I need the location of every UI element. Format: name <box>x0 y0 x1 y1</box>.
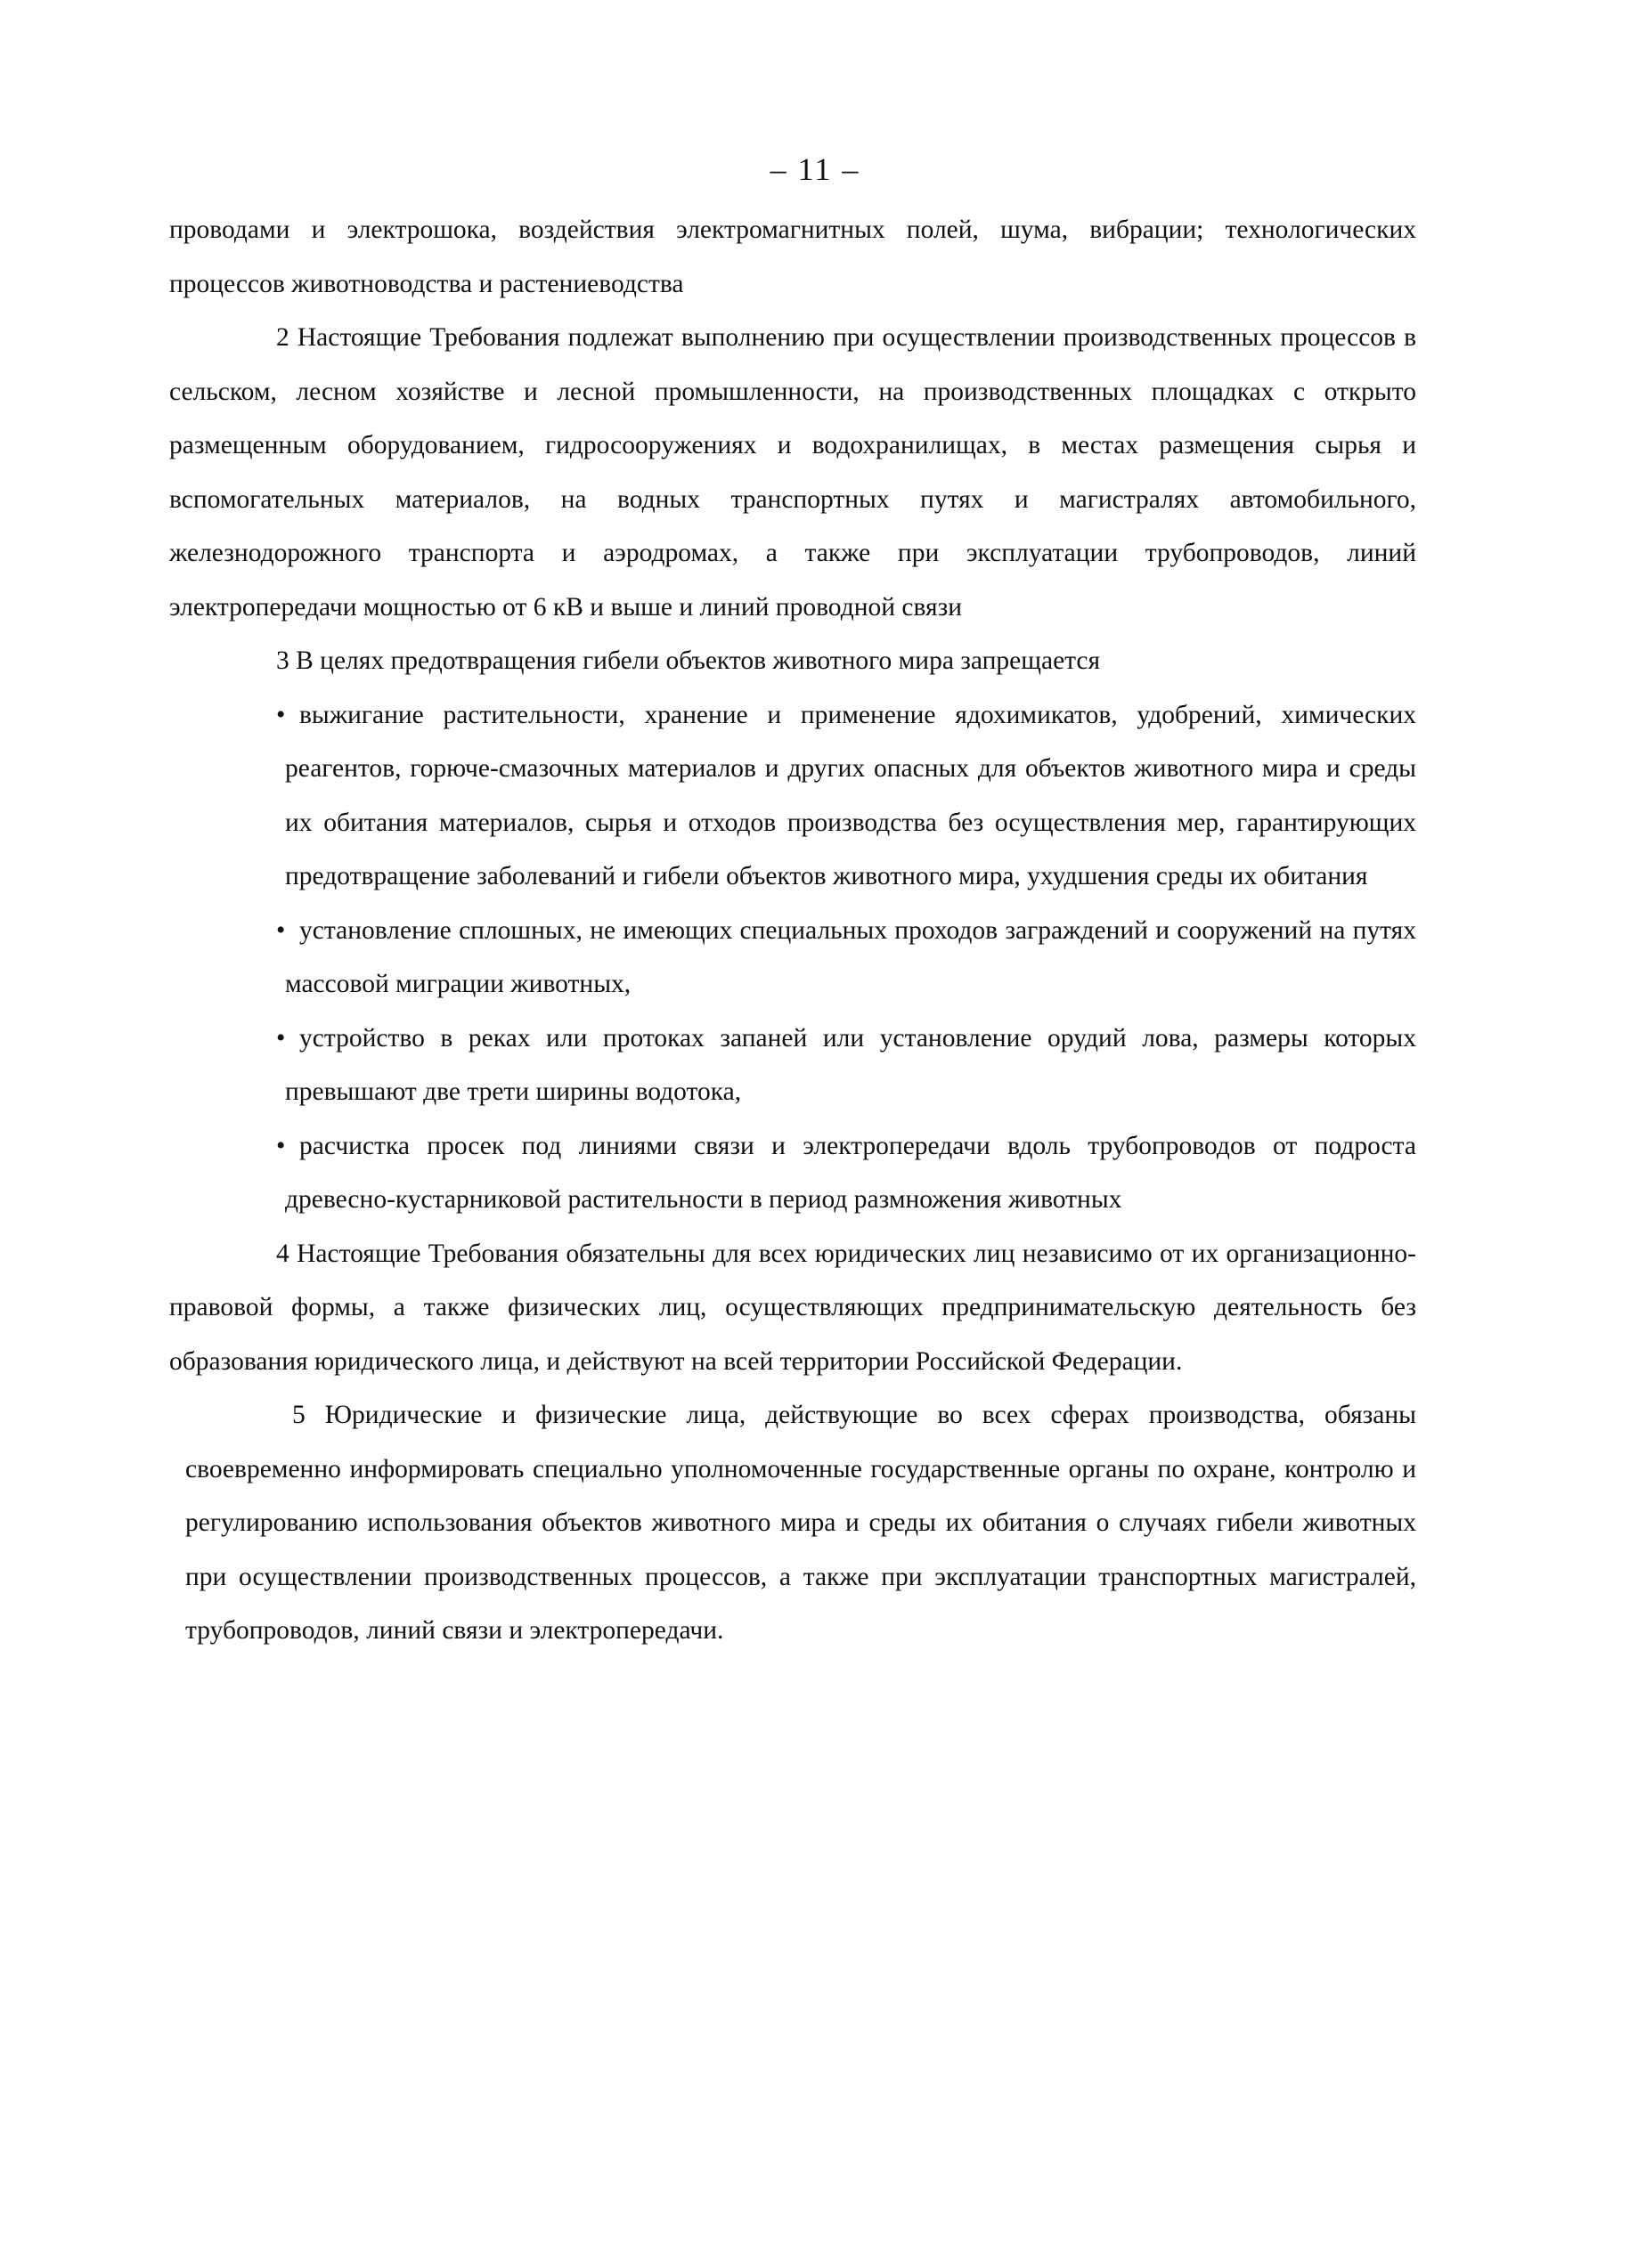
list-item <box>169 1119 1416 1227</box>
bullet-icon: • <box>276 1023 286 1053</box>
paragraph-5: 5 Юридические и физические лица, действующие во всех сферах производства, обязаны своевременно информировать специально уполномоченные государственные органы по охране, контролю и регулированию использования объектов животного мира и среды их обитания о случаях гибели животных при осуществлении производственных процессов, а также при эксплуатации транспортных магистралей, трубопроводов, линий связи и электропередачи. <box>185 1401 1416 1645</box>
document-body <box>169 203 1416 1658</box>
list-item-text: устройство в реках или протоках запаней или установление орудий лова, размеры которых превышают две трети ширины водотока, <box>285 1023 1416 1106</box>
paragraph-4: 4 Настоящие Требования обязательны для всех юридических лиц независимо от их организационно-правовой формы, а также физических лиц, осуществляющих предпринимательскую деятельность без образования юридического лица, и действуют на всей территории Российской Федерации. <box>169 1239 1416 1376</box>
list-item-text: расчистка просек под линиями связи и электропередачи вдоль трубопроводов от подроста древесно-кустарниковой растительности в период размножения животных <box>285 1131 1416 1214</box>
paragraph-3: 3 В целях предотвращения гибели объектов животного мира запрещается <box>276 646 1101 675</box>
bullet-icon: • <box>276 1131 286 1160</box>
bullet-icon: • <box>276 700 286 729</box>
list-item <box>169 1012 1416 1119</box>
page-number: – 11 – <box>770 151 860 187</box>
paragraph-2: 2 Настоящие Требования подлежат выполнению при осуществлении производственных процессов в сельском, лесном хозяйстве и лесной промышленности, на производственных площадках с открыто размещенным оборудованием, гидросооружениях и водохранилищах, в местах размещения сырья и вспомогательных материалов, на водных транспортных путях и магистралях автомобильного, железнодорожного транспорта и аэродромах, а также при эксплуатации трубопроводов, линий электропередачи мощностью от 6 кВ и выше и линий проводной связи <box>169 323 1416 622</box>
list-item <box>169 904 1416 1012</box>
list-item-text: выжигание растительности, хранение и применение ядохимикатов, удобрений, химических реагентов, горюче-смазочных материалов и других опасных для объектов животного мира и среды их обитания материалов, сырья и отходов производства без осуществления мер, гарантирующих предотвращение заболеваний и гибели объектов животного мира, ухудшения среды их обитания <box>285 700 1416 890</box>
paragraph-continuation: проводами и электрошока, воздействия электромагнитных полей, шума, вибрации; технологических процессов животноводства и растениеводства <box>169 215 1416 298</box>
bullet-icon: • <box>276 915 286 945</box>
list-item <box>169 688 1416 904</box>
list-item-text: установление сплошных, не имеющих специальных проходов заграждений и сооружений на путях массовой миграции животных, <box>285 915 1416 998</box>
